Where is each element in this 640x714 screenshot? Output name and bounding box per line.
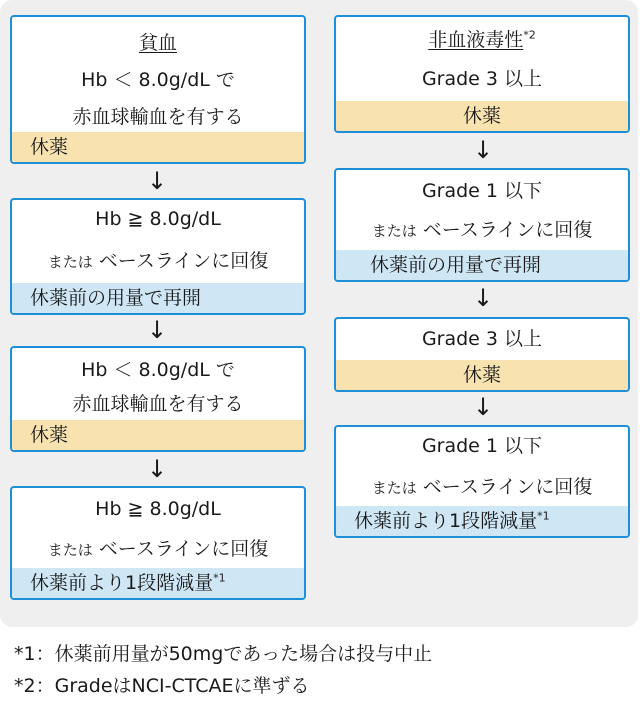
grade3-or-higher: Grade 3 以上 [421, 328, 543, 350]
down-arrow-icon: ↓ [472, 136, 494, 164]
transfusion-required: 赤血球輸血を有する [72, 106, 244, 128]
non-hematologic-box [334, 15, 630, 133]
down-arrow-icon: ↓ [472, 393, 494, 421]
or-baseline [12, 248, 304, 275]
withdraw-band: 休薬 [12, 132, 304, 162]
down-arrow-icon: ↓ [146, 316, 168, 344]
anemia-title: 貧血 [138, 32, 177, 54]
down-arrow-icon: ↓ [146, 167, 168, 195]
anemia-box [10, 15, 306, 164]
grade3-or-higher: Grade 3 以上 [421, 68, 543, 90]
or-label: または [371, 479, 417, 497]
or-label: または [47, 253, 93, 271]
anemia-recurrence-box [10, 346, 306, 452]
non-hematologic-title [336, 27, 628, 53]
grade3-recurrence-box [334, 317, 630, 392]
hb-recovered: Hb ≧ 8.0g/dL [95, 208, 221, 230]
footnote-2-mark: *2 [14, 675, 36, 697]
grade1-recovery-box [334, 168, 630, 282]
or-label: または [371, 222, 417, 240]
or-baseline [336, 474, 628, 501]
baseline-label: ベースラインに回復 [422, 476, 593, 498]
transfusion-required: 赤血球輸血を有する [72, 393, 244, 415]
hb-below-threshold: Hb ＜ 8.0g/dL で [81, 69, 235, 91]
footnote-2-mark: *2 [523, 28, 536, 42]
reduce-dose-label: 休薬前より1段階減量 [30, 572, 214, 594]
baseline-label: ベースラインに回復 [98, 250, 269, 272]
footnote-1-mark: *1 [537, 509, 550, 523]
grade1-reduce-box [334, 425, 630, 538]
reduce-dose-label: 休薬前より1段階減量 [354, 510, 538, 532]
resume-same-dose-band: 休薬前の用量で再開 [336, 250, 628, 280]
baseline-label: ベースラインに回復 [98, 538, 269, 560]
grade1-or-lower: Grade 1 以下 [421, 435, 543, 457]
non-hematologic-label: 非血液毒性 [428, 29, 524, 51]
hb-recovered: Hb ≧ 8.0g/dL [95, 498, 221, 520]
footnote-1-text: ：休薬前用量が50mgであった場合は投与中止 [35, 643, 433, 665]
footnote-1 [14, 641, 432, 667]
footnote-1-mark: *1 [213, 571, 226, 585]
resume-same-dose-band: 休薬前の用量で再開 [12, 283, 304, 313]
down-arrow-icon: ↓ [146, 455, 168, 483]
footnote-2 [14, 673, 310, 699]
withdraw-band: 休薬 [12, 420, 304, 450]
baseline-label: ベースラインに回復 [422, 219, 593, 241]
recovery-reduce-box [10, 486, 306, 600]
or-baseline [12, 536, 304, 563]
reduce-dose-band [336, 506, 628, 536]
withdraw-band: 休薬 [336, 360, 628, 390]
grade1-or-lower: Grade 1 以下 [421, 180, 543, 202]
footnote-2-text: ：GradeはNCI-CTCAEに準ずる [35, 675, 310, 697]
footnote-1-mark: *1 [14, 643, 36, 665]
withdraw-band: 休薬 [336, 101, 628, 131]
down-arrow-icon: ↓ [472, 284, 494, 312]
recovery-box [10, 198, 306, 315]
hb-below-threshold: Hb ＜ 8.0g/dL で [81, 359, 235, 381]
or-label: または [47, 541, 93, 559]
reduce-dose-band [12, 568, 304, 598]
or-baseline [336, 217, 628, 244]
